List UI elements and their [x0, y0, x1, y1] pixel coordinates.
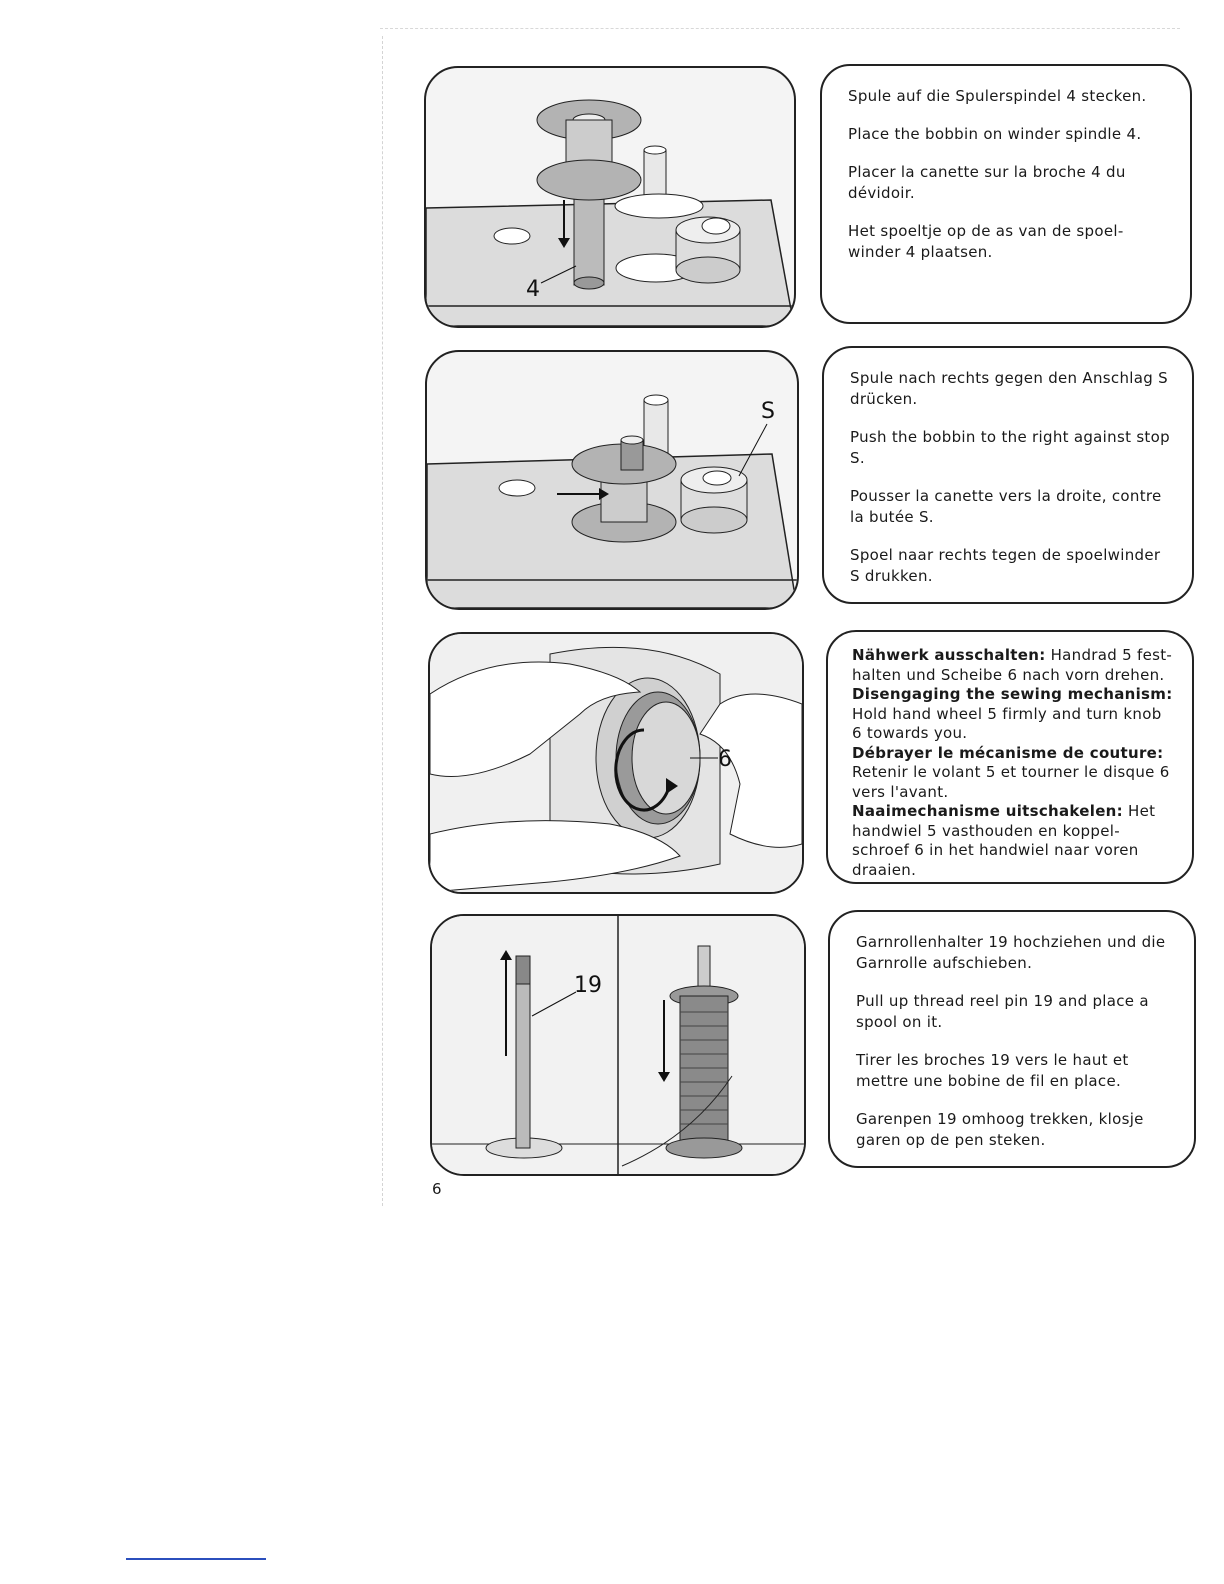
- callout-19: 19: [574, 973, 602, 998]
- text-fr: Tirer les broches 19 vers le haut et mettre une bobine de fil en place.: [856, 1051, 1129, 1090]
- text-de: Spule nach rechts gegen den Anschlag S drücken.: [850, 369, 1168, 408]
- instruction-box-3: [826, 630, 1194, 884]
- text-en: [852, 685, 1174, 744]
- instruction-box-1: [820, 64, 1192, 324]
- illustration-bobbin-against-stop: [427, 352, 797, 608]
- body-en: Hold hand wheel 5 firmly and turn knob 6 towards you.: [852, 704, 1162, 742]
- footer-rule: [126, 1558, 266, 1560]
- text-de: Garnrollenhalter 19 hochziehen und die Garnrolle aufschieben.: [856, 933, 1166, 972]
- heading-fr: Débrayer le mécanisme de couture:: [852, 743, 1164, 762]
- callout-s: S: [761, 399, 775, 424]
- text-nl: Spoel naar rechts tegen de spoelwinder S drukken.: [850, 546, 1161, 585]
- scan-edge-top: [380, 28, 1180, 29]
- heading-nl: Naaimechanisme uitschakelen:: [852, 802, 1123, 820]
- body-nl: Het handwiel 5 vasthouden en koppel-schroef 6 in het handwiel naar voren draaien.: [852, 802, 1156, 879]
- heading-de: Nähwerk ausschalten:: [852, 646, 1046, 664]
- figure-bobbin-on-spindle: [424, 66, 796, 328]
- text-de: Spule auf die Spulerspindel 4 stecken.: [848, 87, 1147, 105]
- text-en: Place the bobbin on winder spindle 4.: [848, 125, 1142, 143]
- text-en: Push the bobbin to the right against stop S.: [850, 428, 1170, 467]
- text-fr: Placer la canette sur la broche 4 du dévidoir.: [848, 163, 1126, 202]
- text-nl: Garenpen 19 omhoog trekken, klosje garen op de pen steken.: [856, 1110, 1144, 1149]
- text-nl: Het spoeltje op de as van de spoel-winder 4 plaatsen.: [848, 222, 1124, 261]
- illustration-thread-reel-pin: [432, 916, 804, 1174]
- figure-disengage-handwheel: [428, 632, 804, 894]
- figure-thread-reel-pin: [430, 914, 806, 1176]
- instruction-box-2: [822, 346, 1194, 604]
- page-number: 6: [432, 1180, 442, 1198]
- instruction-box-4: [828, 910, 1196, 1168]
- text-nl: [852, 802, 1174, 880]
- callout-6: 6: [718, 747, 732, 772]
- callout-4: 4: [526, 277, 540, 302]
- illustration-disengage-handwheel: [430, 634, 802, 892]
- heading-en: Disengaging the sewing mechanism:: [852, 685, 1173, 703]
- body-de: Handrad 5 fest-halten und Scheibe 6 nach vorn drehen.: [852, 646, 1173, 684]
- text-fr: [852, 744, 1174, 803]
- text-fr: Pousser la canette vers la droite, contre la butée S.: [850, 487, 1162, 526]
- body-fr: Retenir le volant 5 et tourner le disque 6 vers l'avant.: [852, 763, 1170, 801]
- illustration-bobbin-on-spindle: [426, 68, 794, 326]
- text-de: [852, 646, 1174, 685]
- figure-bobbin-against-stop: [425, 350, 799, 610]
- text-en: Pull up thread reel pin 19 and place a spool on it.: [856, 992, 1149, 1031]
- scan-edge-left: [382, 36, 383, 1206]
